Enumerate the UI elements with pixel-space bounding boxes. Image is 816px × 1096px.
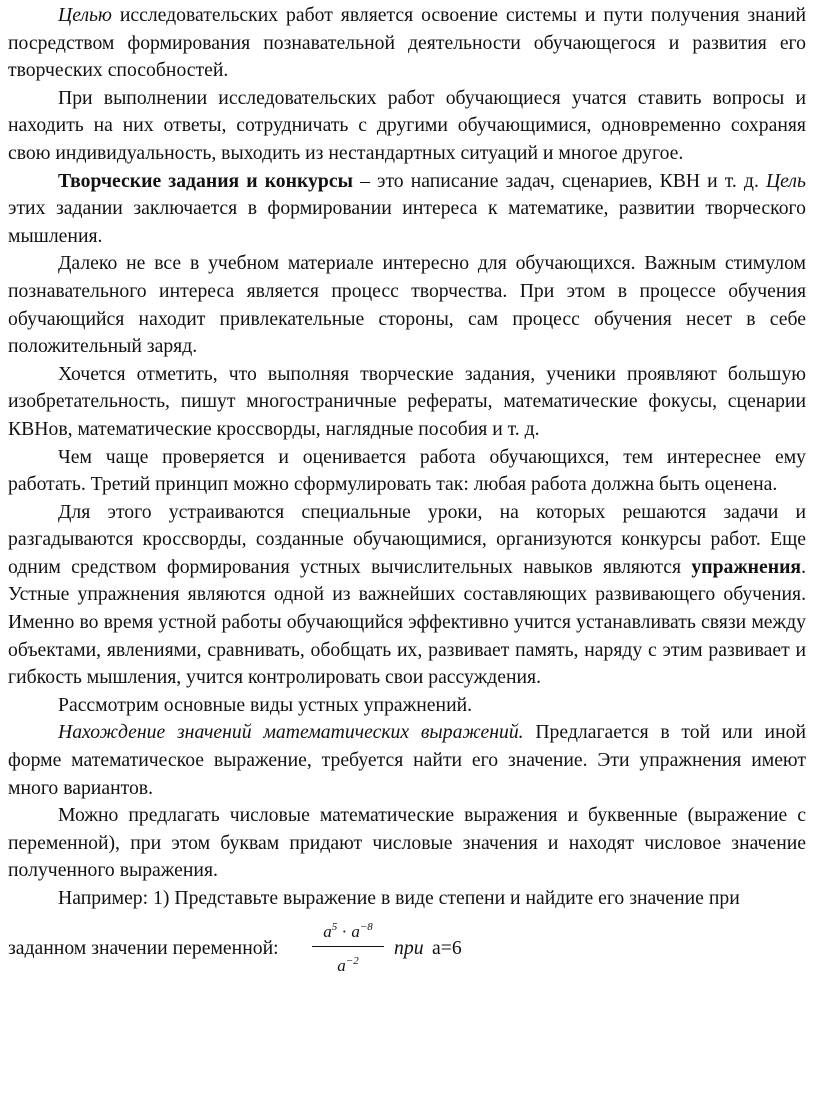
- formula-fraction: [312, 915, 384, 978]
- fraction-denominator: [312, 949, 384, 978]
- formula-value: a=6: [432, 936, 462, 959]
- paragraph-6: [8, 444, 806, 499]
- paragraph-2: [8, 85, 806, 168]
- formula-lead-text: заданном значении переменной:: [8, 936, 279, 959]
- var-a: a: [351, 921, 360, 941]
- term-finding-values: Нахождение значений математических выражений.: [58, 721, 524, 744]
- paragraph-3: [8, 168, 806, 251]
- paragraph-7: [8, 499, 806, 692]
- text-span: исследовательских работ является освоение системы и пути получения знаний посредством формирования познавательной деятельности обучающегося и развития его творческих способностей.: [8, 4, 806, 82]
- term-creative-tasks: Творческие задания и конкурсы: [58, 169, 353, 192]
- var-a: a: [323, 921, 332, 941]
- text-span: Хочется отметить, что выполняя творческие задания, ученики проявляют большую изобретательность, пишут многостраничные рефераты, математические фокусы, сценарии КВНов, математические кроссворды, наглядные пособия и т. д.: [8, 362, 806, 440]
- text-span: этих задании заключается в формировании интереса к математике, развитии творческого мышления.: [8, 197, 806, 247]
- formula-pri: при: [394, 936, 424, 959]
- var-a: a: [337, 955, 346, 975]
- text-span: Предлагается в той или иной форме математическое выражение, требуется найти его значение. Эти упражнения имеют много вариантов.: [8, 721, 806, 799]
- exponent: −8: [359, 920, 373, 933]
- paragraph-5: [8, 361, 806, 444]
- fraction-bar: [312, 946, 384, 947]
- text-span: При выполнении исследовательских работ обучающиеся учатся ставить вопросы и находить на них ответы, сотрудничать с другими обучающимися, одновременно сохраняя свою индивидуальность, выходить из нестандартных ситуаций и многое другое.: [8, 86, 806, 164]
- paragraph-9: [8, 719, 806, 802]
- term-goal: Целью: [58, 4, 112, 26]
- paragraph-11: [8, 885, 806, 913]
- paragraph-1: [8, 2, 806, 85]
- exponent: −2: [345, 954, 359, 967]
- paragraph-8: [8, 692, 806, 720]
- text-span: Чем чаще проверяется и оценивается работа обучающихся, тем интереснее ему работать. Третий принцип можно сформулировать так: любая работа должна быть оценена.: [8, 445, 806, 496]
- paragraph-10: [8, 802, 806, 885]
- text-span: – это написание задач, сценариев, КВН и т. д.: [352, 169, 766, 192]
- fraction-numerator: [312, 915, 384, 944]
- text-span: . Устные упражнения являются одной из важнейших составляющих развивающего обучения. Именно во время устной работы обучающийся эффективно учится устанавливать связи между объектами, явлениями, сравнивать, обобщать их, развивает память, наряду с этим развивает и гибкость мышления, учится контролировать свои рассуждения.: [8, 555, 806, 689]
- document-body: [8, 2, 806, 913]
- term-goal: Цель: [765, 169, 806, 192]
- paragraph-4: [8, 250, 806, 360]
- formula-line: [8, 915, 806, 975]
- text-span: Для этого устраиваются специальные уроки, на которых решаются задачи и разгадываются кроссворды, созданные обучающимися, организуются конкурсы работ. Еще одним средством формирования устных вычислительных навыков являются: [8, 500, 806, 578]
- multiply-dot: ·: [341, 921, 348, 941]
- term-exercises: упражнения: [691, 555, 802, 578]
- text-span: Например: 1) Представьте выражение в виде степени и найдите его значение при: [58, 887, 740, 909]
- text-span: Рассмотрим основные виды устных упражнений.: [58, 693, 473, 716]
- text-span: Можно предлагать числовые математические выражения и буквенные (выражение с переменной), при этом буквам придают числовые значения и находят числовое значение полученного выражения.: [8, 804, 806, 882]
- text-span: Далеко не все в учебном материале интересно для обучающихся. Важным стимулом познавательного интереса является процесс творчества. При этом в процессе обучения обучающийся находит привлекательные стороны, сам процесс обучения несет в себе положительный заряд.: [8, 252, 806, 358]
- exponent: 5: [331, 920, 338, 933]
